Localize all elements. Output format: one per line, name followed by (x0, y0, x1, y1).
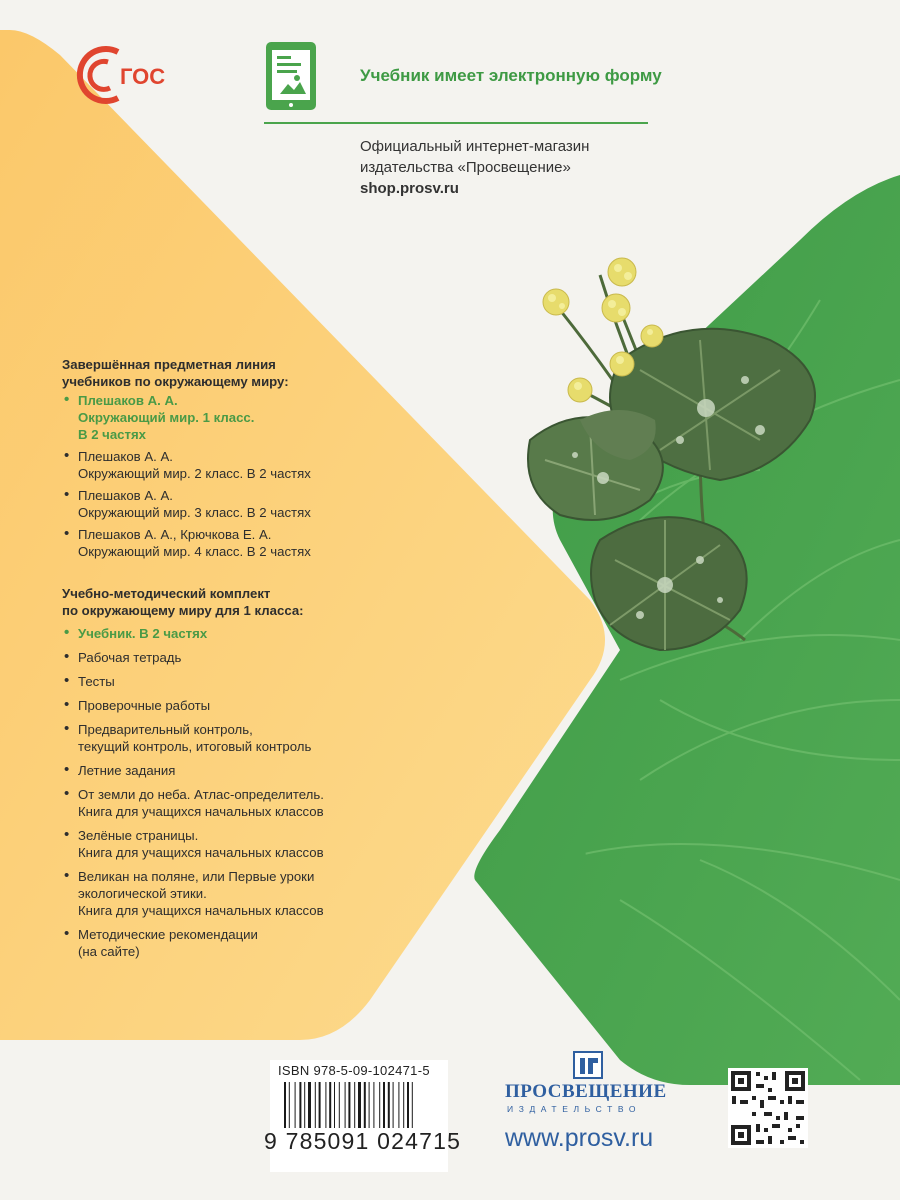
publisher-subtitle: ИЗДАТЕЛЬСТВО (507, 1104, 642, 1114)
barcode-bar (325, 1082, 326, 1128)
barcode-bar (339, 1082, 340, 1128)
barcode-bar (398, 1082, 399, 1128)
barcode-bar (364, 1082, 366, 1128)
barcode-bar (345, 1082, 346, 1128)
series-item-1: • Плешаков А. А. Окружающий мир. 1 класс. В 2 частях (62, 392, 362, 443)
series-list (62, 356, 362, 560)
barcode-bar (334, 1082, 335, 1128)
kit-item-5: • Предварительный контроль, текущий контроль, итоговый контроль (62, 721, 362, 755)
shop-info (360, 136, 589, 199)
barcode-bar (393, 1082, 394, 1128)
publisher-name: ПРОСВЕЩЕНИЕ (505, 1081, 667, 1102)
barcode-bar (383, 1082, 385, 1128)
shop-line-2: издательства «Просвещение» (360, 159, 571, 176)
barcode-bar (308, 1082, 311, 1128)
barcode-bar (407, 1082, 409, 1128)
kit-item-9: • Великан на поляне, или Первые уроки экологической этики. Книга для учащихся начальных классов (62, 868, 362, 919)
series-heading-2: учебников по окружающему миру: (62, 374, 289, 389)
kit-item-8: • Зелёные страницы. Книга для учащихся начальных классов (62, 827, 362, 861)
kit-heading-1: Учебно-методический комплект (62, 586, 271, 601)
barcode-bar (289, 1082, 290, 1128)
kit-item-10: • Методические рекомендации (на сайте) (62, 926, 362, 960)
barcode-bar (348, 1082, 350, 1128)
barcode-bar (358, 1082, 361, 1128)
kit-list (62, 585, 362, 960)
barcode-bar (329, 1082, 331, 1128)
kit-item-3: • Тесты (62, 673, 362, 690)
barcode-bar (299, 1082, 301, 1128)
shop-line-1: Официальный интернет-магазин (360, 138, 590, 155)
kit-heading-2: по окружающему миру для 1 класса: (62, 603, 304, 618)
barcode-bar (319, 1082, 321, 1128)
isbn-label: ISBN 978-5-09-102471-5 (278, 1063, 430, 1078)
barcode-bar (369, 1082, 370, 1128)
barcode-bar (284, 1082, 286, 1128)
tablet-icon (266, 42, 316, 110)
kit-item-4: • Проверочные работы (62, 697, 362, 714)
barcode-bar (373, 1082, 374, 1128)
series-item-3: • Плешаков А. А. Окружающий мир. 3 класс. В 2 частях (62, 487, 362, 521)
barcode-digits: 9 785091 024715 (264, 1128, 462, 1154)
kit-item-7: • От земли до неба. Атлас-определитель. Книга для учащихся начальных классов (62, 786, 362, 820)
kit-item-1: • Учебник. В 2 частях (62, 625, 362, 642)
barcode-bar (379, 1082, 380, 1128)
eform-label: Учебник имеет электронную форму (360, 66, 662, 85)
shop-url[interactable]: shop.prosv.ru (360, 180, 459, 197)
barcode-bar (388, 1082, 390, 1128)
kit-item-6: • Летние задания (62, 762, 362, 779)
series-heading-1: Завершённая предметная линия (62, 357, 276, 372)
barcode-bar (354, 1082, 355, 1128)
qr-code (728, 1068, 808, 1148)
series-item-4: • Плешаков А. А., Крючкова Е. А. Окружающий мир. 4 класс. В 2 частях (62, 526, 362, 560)
kit-item-2: • Рабочая тетрадь (62, 649, 362, 666)
barcode-bar (403, 1082, 404, 1128)
fgos-logo-text: ГОС (120, 64, 166, 89)
publisher-logo-mark (574, 1052, 602, 1078)
publisher-url[interactable]: www.prosv.ru (505, 1124, 654, 1152)
barcode-bar (304, 1082, 305, 1128)
barcode-bar (412, 1082, 413, 1128)
barcode-image (284, 1082, 440, 1128)
barcode-bar (315, 1082, 316, 1128)
series-item-2: • Плешаков А. А. Окружающий мир. 2 класс. В 2 частях (62, 448, 362, 482)
barcode-bar (295, 1082, 296, 1128)
